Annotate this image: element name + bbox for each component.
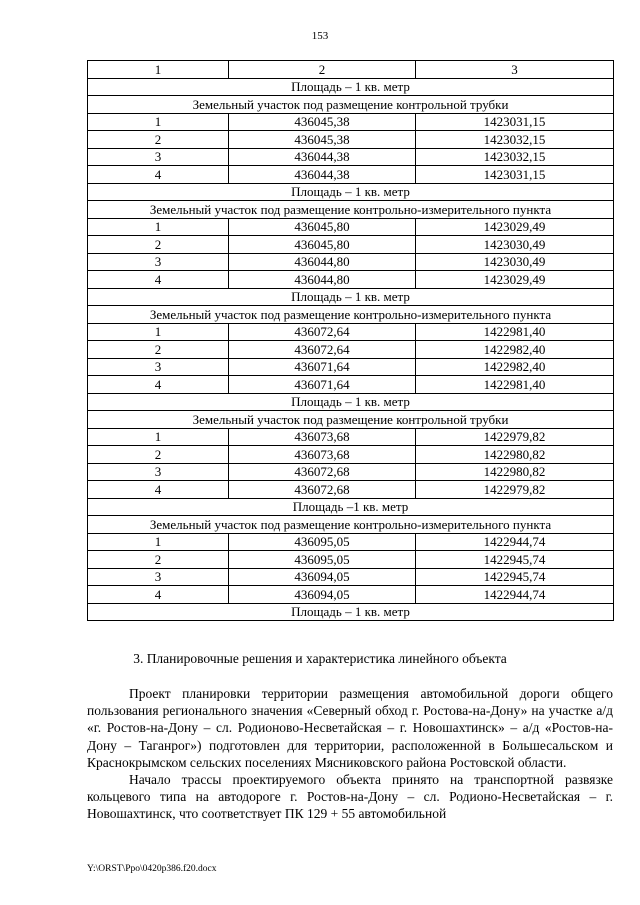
area-label: Площадь – 1 кв. метр [88, 288, 614, 306]
coordinate-x: 436072,68 [229, 481, 416, 499]
table-row [88, 341, 614, 359]
coordinate-x: 436044,38 [229, 166, 416, 184]
table-row [88, 446, 614, 464]
coordinate-x: 436071,64 [229, 376, 416, 394]
table-row [88, 131, 614, 149]
coordinate-x: 436095,05 [229, 551, 416, 569]
coordinate-y: 1423029,49 [416, 271, 614, 289]
coordinate-x: 436094,05 [229, 568, 416, 586]
coordinate-y: 1423031,15 [416, 113, 614, 131]
table-row [88, 428, 614, 446]
block-title-row [88, 516, 614, 534]
table-header-row [88, 61, 614, 79]
table-row [88, 113, 614, 131]
point-number: 4 [88, 166, 229, 184]
block-title: Земельный участок под размещение контрольно-измерительного пункта [88, 516, 614, 534]
table-row [88, 568, 614, 586]
area-row [88, 393, 614, 411]
coordinate-x: 436071,64 [229, 358, 416, 376]
point-number: 4 [88, 586, 229, 604]
table-row [88, 551, 614, 569]
block-title-row [88, 201, 614, 219]
coordinate-y: 1422945,74 [416, 551, 614, 569]
coordinate-y: 1422980,82 [416, 463, 614, 481]
coordinate-x: 436072,64 [229, 341, 416, 359]
point-number: 4 [88, 271, 229, 289]
coordinate-x: 436045,80 [229, 236, 416, 254]
coordinate-y: 1423030,49 [416, 253, 614, 271]
table-row [88, 463, 614, 481]
point-number: 1 [88, 323, 229, 341]
area-label: Площадь – 1 кв. метр [88, 78, 614, 96]
page-number: 153 [311, 30, 329, 42]
table-row [88, 218, 614, 236]
table-row [88, 148, 614, 166]
coordinate-y: 1423032,15 [416, 131, 614, 149]
table-row [88, 376, 614, 394]
block-title: Земельный участок под размещение контрольно-измерительного пункта [88, 306, 614, 324]
section-heading: 3. Планировочные решения и характеристика линейного объекта [133, 651, 507, 666]
table-row [88, 166, 614, 184]
coordinates-table [87, 60, 614, 621]
coordinate-x: 436044,80 [229, 253, 416, 271]
coordinate-y: 1423030,49 [416, 236, 614, 254]
coordinate-x: 436045,80 [229, 218, 416, 236]
coordinate-x: 436073,68 [229, 428, 416, 446]
coordinate-y: 1423029,49 [416, 218, 614, 236]
paragraph: Начало трассы проектируемого объекта принято на транспортной развязке кольцевого типа на автодороге г. Ростов-на-Дону – сл. Родионо-Несветайская – г. Новошахтинск, что соответствует ПК 129 + 55 автомобильной [87, 772, 613, 822]
coordinate-y: 1422982,40 [416, 358, 614, 376]
point-number: 1 [88, 428, 229, 446]
area-row [88, 288, 614, 306]
coordinate-x: 436073,68 [229, 446, 416, 464]
body-text [87, 685, 613, 823]
point-number: 3 [88, 148, 229, 166]
coordinate-y: 1422944,74 [416, 533, 614, 551]
table-row [88, 253, 614, 271]
block-title: Земельный участок под размещение контрольной трубки [88, 411, 614, 429]
coordinate-x: 436094,05 [229, 586, 416, 604]
point-number: 3 [88, 463, 229, 481]
coordinate-x: 436044,38 [229, 148, 416, 166]
table-row [88, 236, 614, 254]
point-number: 2 [88, 341, 229, 359]
area-row [88, 498, 614, 516]
block-title-row [88, 96, 614, 114]
point-number: 4 [88, 481, 229, 499]
block-title-row [88, 306, 614, 324]
coordinate-x: 436095,05 [229, 533, 416, 551]
coordinate-x: 436044,80 [229, 271, 416, 289]
table-row [88, 271, 614, 289]
column-header-x: 2 [229, 61, 416, 79]
coordinate-x: 436045,38 [229, 131, 416, 149]
coordinate-y: 1423031,15 [416, 166, 614, 184]
area-row [88, 78, 614, 96]
point-number: 2 [88, 551, 229, 569]
coordinate-x: 436072,68 [229, 463, 416, 481]
point-number: 4 [88, 376, 229, 394]
coordinate-y: 1422982,40 [416, 341, 614, 359]
area-label: Площадь – 1 кв. метр [88, 393, 614, 411]
footer-file-path: Y:\ORST\Ppo\0420p386.f20.docx [87, 864, 217, 874]
table-row [88, 533, 614, 551]
point-number: 2 [88, 236, 229, 254]
coordinate-y: 1422979,82 [416, 481, 614, 499]
table-row [88, 586, 614, 604]
column-header-point: 1 [88, 61, 229, 79]
point-number: 1 [88, 533, 229, 551]
table-row [88, 358, 614, 376]
point-number: 3 [88, 568, 229, 586]
area-label: Площадь – 1 кв. метр [88, 183, 614, 201]
coordinate-y: 1423032,15 [416, 148, 614, 166]
paragraph: Проект планировки территории размещения автомобильной дороги общего пользования регионального значения «Северный обход г. Ростова-на-Дону» на участке а/д «г. Ростов-на-Дону – сл. Родионово-Несветайская – г. Новошахтинск» – а/д «Ростов-на-Дону – Таганрог») подготовлен для территории, расположенной в Большесальском и Краснокрымском сельских поселениях Мясниковского района Ростовской области. [87, 686, 613, 770]
block-title: Земельный участок под размещение контрольно-измерительного пункта [88, 201, 614, 219]
area-label: Площадь – 1 кв. метр [88, 603, 614, 621]
block-title: Земельный участок под размещение контрольной трубки [88, 96, 614, 114]
column-header-y: 3 [416, 61, 614, 79]
coordinate-y: 1422981,40 [416, 376, 614, 394]
coordinate-y: 1422979,82 [416, 428, 614, 446]
point-number: 2 [88, 131, 229, 149]
point-number: 3 [88, 358, 229, 376]
area-row [88, 603, 614, 621]
coordinate-x: 436045,38 [229, 113, 416, 131]
coordinate-y: 1422945,74 [416, 568, 614, 586]
area-label: Площадь –1 кв. метр [88, 498, 614, 516]
table-row [88, 481, 614, 499]
coordinate-y: 1422980,82 [416, 446, 614, 464]
table-row [88, 323, 614, 341]
point-number: 3 [88, 253, 229, 271]
block-title-row [88, 411, 614, 429]
area-row [88, 183, 614, 201]
coordinate-y: 1422981,40 [416, 323, 614, 341]
coordinate-y: 1422944,74 [416, 586, 614, 604]
coordinate-x: 436072,64 [229, 323, 416, 341]
point-number: 1 [88, 113, 229, 131]
point-number: 1 [88, 218, 229, 236]
point-number: 2 [88, 446, 229, 464]
